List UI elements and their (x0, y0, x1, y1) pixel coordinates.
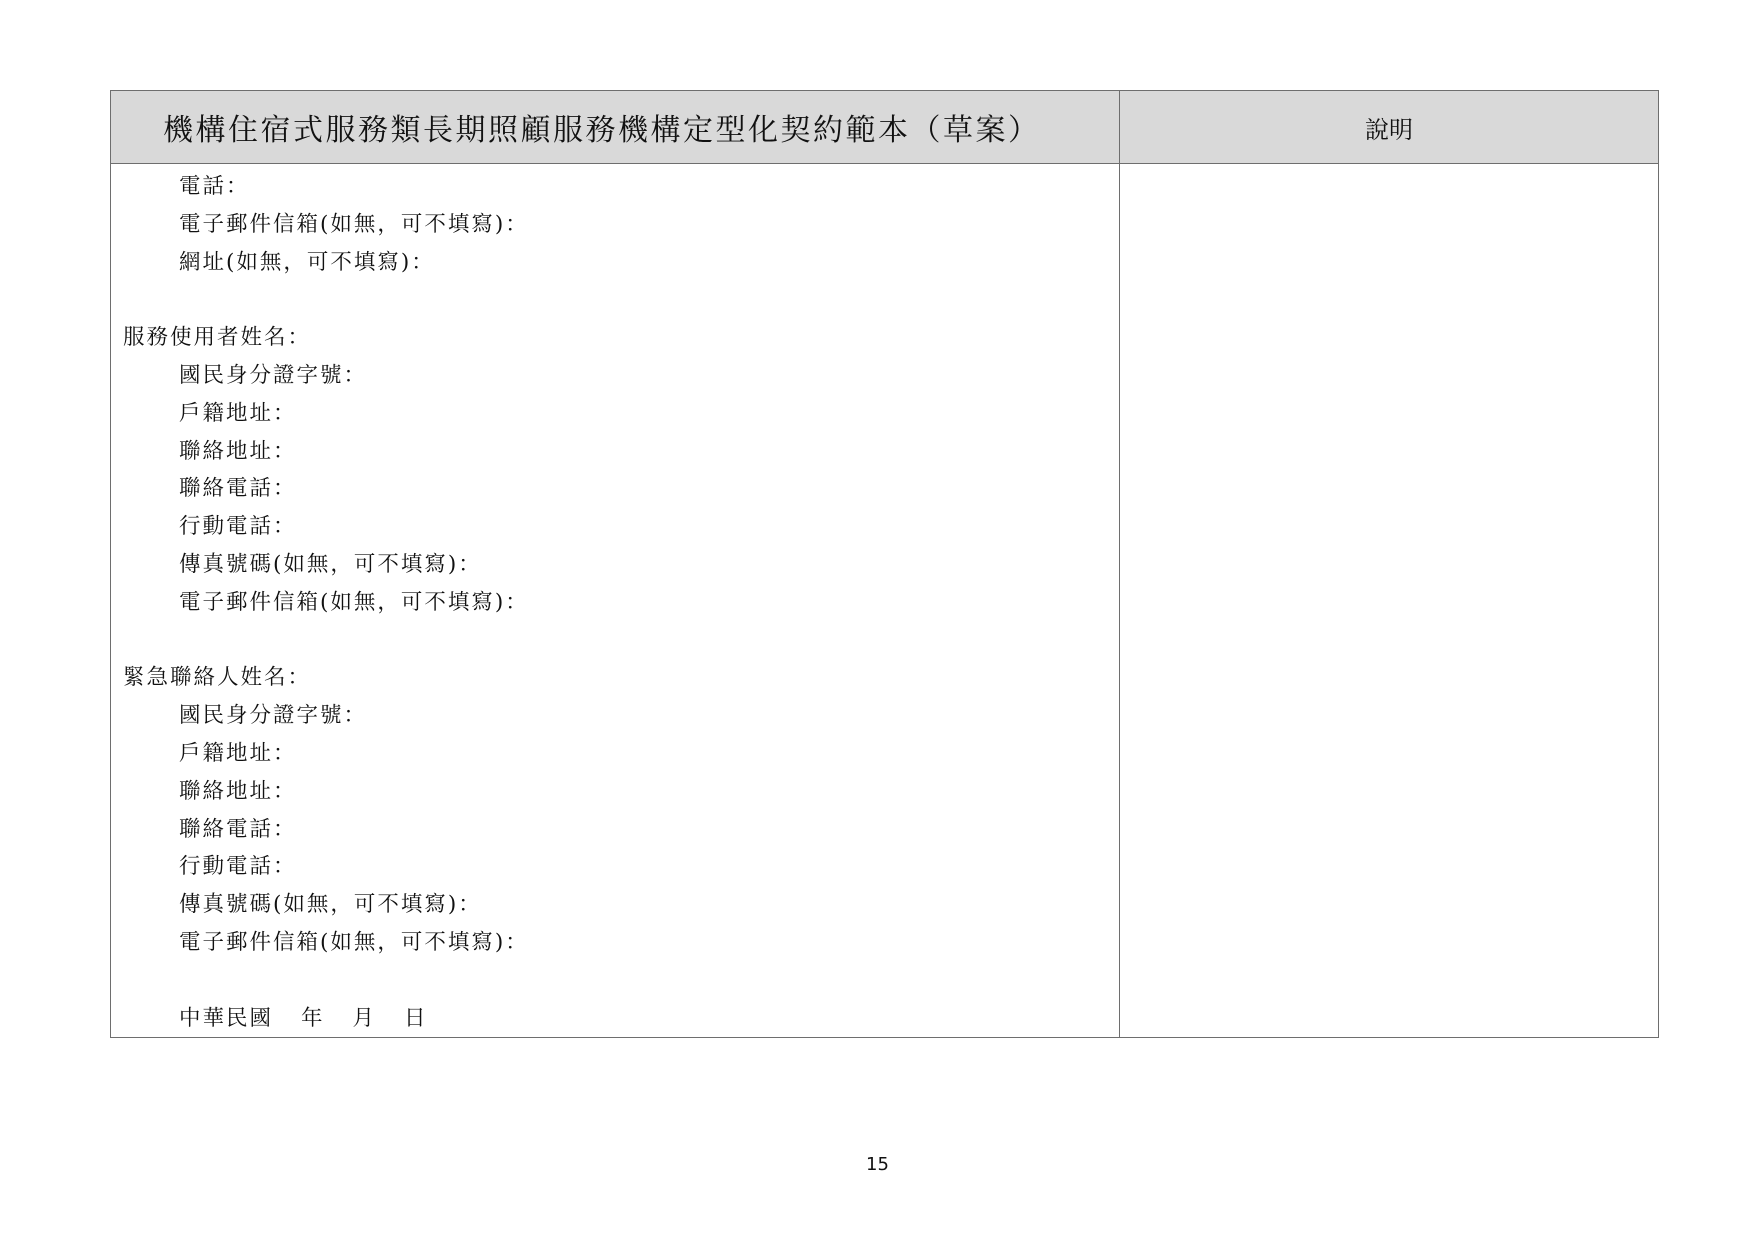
date-month: 月 (352, 1005, 377, 1031)
service-user-contact-phone-line: 聯絡電話： (179, 476, 297, 502)
explanation-header: 說明 (1120, 91, 1659, 164)
explanation-content-cell (1120, 164, 1659, 1038)
date-line (111, 1000, 1119, 1038)
spacer (111, 281, 1119, 319)
table-body-row (111, 164, 1659, 1038)
emergency-contact-registered-address-line: 戶籍地址： (179, 740, 297, 766)
emergency-contact-mobile-line: 行動電話： (179, 854, 297, 880)
service-user-contact-address-line: 聯絡地址： (179, 438, 297, 464)
contract-lines (111, 164, 1119, 1037)
contract-content-cell (111, 164, 1120, 1038)
emergency-contact-fax-line: 傳真號碼(如無，可不填寫)： (179, 892, 482, 918)
service-user-fax-line: 傳真號碼(如無，可不填寫)： (179, 551, 482, 577)
service-user-mobile-line: 行動電話： (179, 514, 297, 540)
date-day: 日 (404, 1005, 428, 1031)
contract-title-header: 機構住宿式服務類長期照顧服務機構定型化契約範本（草案） (111, 91, 1120, 164)
institution-phone-line: 電話： (179, 174, 250, 199)
spacer (111, 962, 1119, 1000)
service-user-id-line: 國民身分證字號： (179, 362, 368, 388)
spacer (111, 622, 1119, 660)
emergency-contact-id-line: 國民身分證字號： (179, 703, 368, 729)
emergency-contact-name-line: 緊急聯絡人姓名： (123, 665, 312, 691)
institution-email-line: 電子郵件信箱(如無，可不填寫)： (179, 211, 529, 237)
emergency-contact-contact-phone-line: 聯絡電話： (179, 816, 297, 842)
service-user-name-line: 服務使用者姓名： (123, 325, 312, 351)
date-year: 年 (301, 1005, 325, 1031)
contract-table (110, 90, 1659, 1038)
emergency-contact-email-line: 電子郵件信箱(如無，可不填寫)： (179, 929, 529, 955)
institution-website-line: 網址(如無，可不填寫)： (179, 249, 435, 275)
emergency-contact-contact-address-line: 聯絡地址： (179, 778, 297, 804)
table-header-row (111, 91, 1659, 164)
service-user-email-line: 電子郵件信箱(如無，可不填寫)： (179, 589, 529, 615)
page-number: 15 (866, 1154, 889, 1175)
service-user-registered-address-line: 戶籍地址： (179, 400, 297, 426)
date-era: 中華民國 (179, 1005, 274, 1031)
